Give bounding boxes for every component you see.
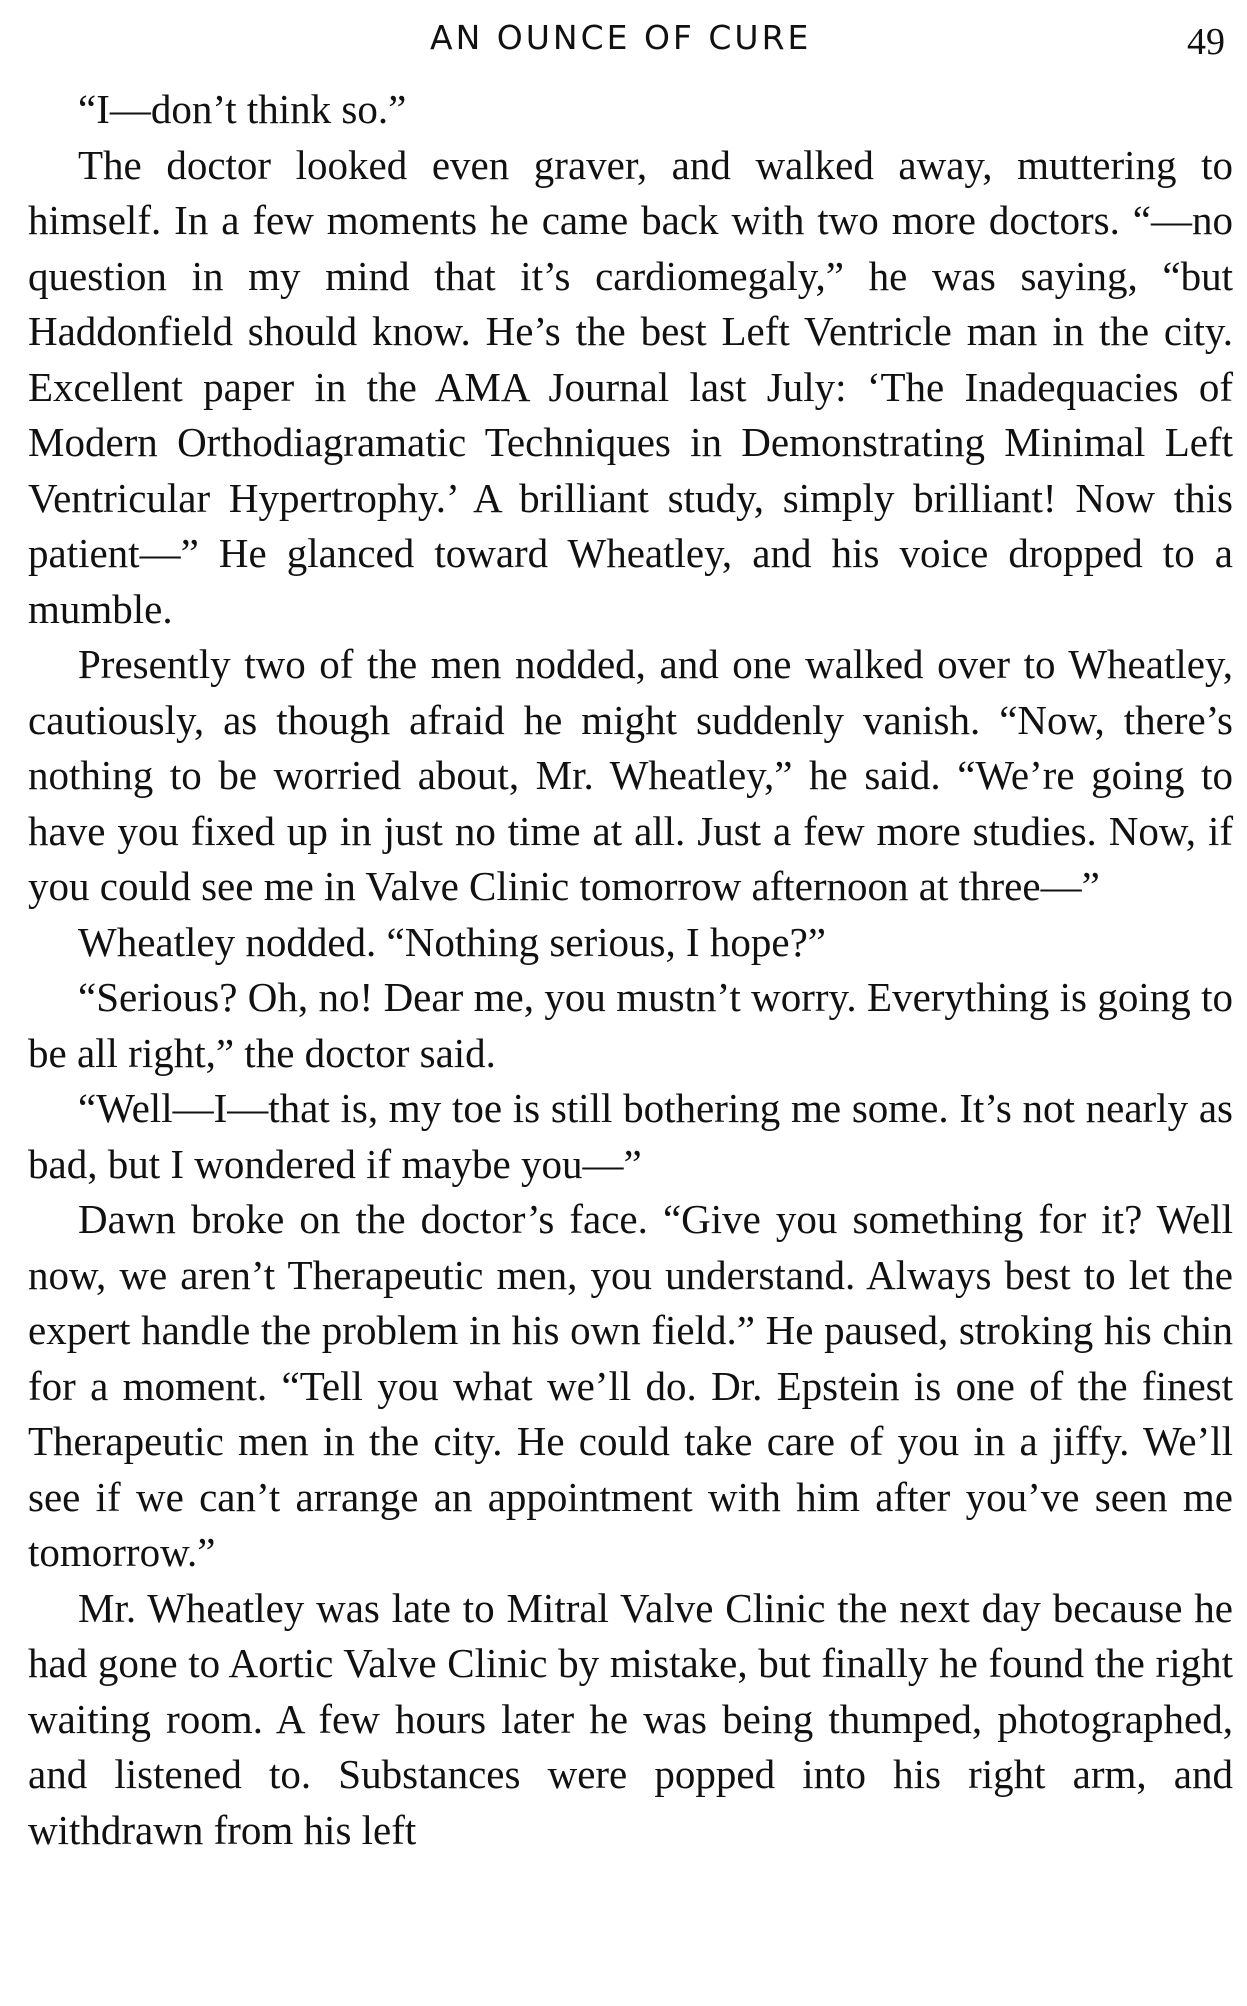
paragraph: “Well—I—that is, my toe is still bothering me some. It’s not nearly as bad, but I wondered if maybe you—” xyxy=(28,1085,1233,1187)
body-text xyxy=(28,82,1233,1858)
paragraph: Dawn broke on the doctor’s face. “Give you something for it? Well now, we aren’t Therapeutic men, you understand. Always best to let the expert handle the problem in his own field.” He paused, stroking his chin for a moment. “Tell you what we’ll do. Dr. Epstein is one of the finest Therapeutic men in the city. He could take care of you in a jiffy. We’ll see if we can’t arrange an appointment with him after you’ve seen me tomorrow.” xyxy=(28,1196,1233,1575)
paragraph: Presently two of the men nodded, and one walked over to Wheatley, cautiously, as though afraid he might suddenly vanish. “Now, there’s nothing to be worried about, Mr. Wheatley,” he said. “We’re going to have you fixed up in just no time at all. Just a few more studies. Now, if you could see me in Valve Clinic tomorrow afternoon at three—” xyxy=(28,641,1233,909)
running-title: AN OUNCE OF CURE xyxy=(430,18,812,57)
paragraph: Wheatley nodded. “Nothing serious, I hope?” xyxy=(78,918,827,965)
paragraph: Mr. Wheatley was late to Mitral Valve Clinic the next day because he had gone to Aortic Valve Clinic by mistake, but finally he found the right waiting room. A few hours later he was being thumped, photographed, and listened to. Substances were popped into his right arm, and withdrawn from his left xyxy=(28,1584,1233,1853)
running-head xyxy=(0,10,1247,70)
paragraph: “I—don’t think so.” xyxy=(78,86,407,132)
paragraph: “Serious? Oh, no! Dear me, you mustn’t worry. Everything is going to be all right,” the doctor said. xyxy=(28,974,1233,1076)
paragraph: The doctor looked even graver, and walked away, muttering to himself. In a few moments he came back with two more doctors. “—no question in my mind that it’s cardiomegaly,” he was saying, “but Haddonfield should know. He’s the best Left Ventricle man in the city. Excellent paper in the AMA Journal last July: ‘The Inadequacies of Modern Orthodiagramatic Techniques in Demonstrating Minimal Left Ventricular Hypertrophy.’ A brilliant study, simply brilliant! Now this patient—” He glanced toward Wheatley, and his voice dropped to a mumble. xyxy=(28,141,1233,632)
page-number: 49 xyxy=(1187,21,1225,63)
